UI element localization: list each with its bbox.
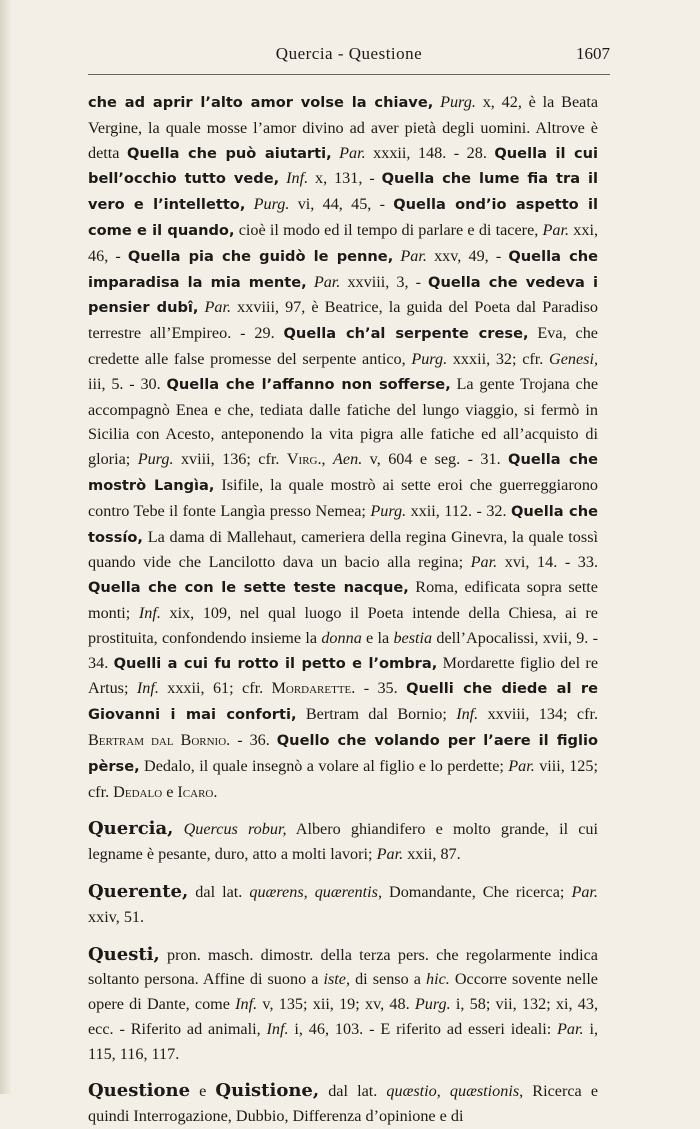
citation: Purg. <box>137 450 174 469</box>
citation: Purg. <box>370 501 407 520</box>
entry-questione: Questione e Quistione, dal lat. quæstio, quæstionis, Ricerca e quindi Interrogazione, Dubbio, Differenza d’opinione e di <box>88 1080 598 1126</box>
subentry-phrase: Quella che mostrò Langìa, <box>88 451 598 494</box>
cross-reference: Icaro. <box>177 782 218 801</box>
italic-term: hic. <box>425 970 450 989</box>
citation: Aen. <box>333 450 363 469</box>
subentry-phrase: Quelli a cui fu rotto il petto e l’ombra, <box>113 654 438 672</box>
continued-entry-quella: che ad aprir l’alto amor volse la chiave, Purg. x, 42, è la Beata Vergine, la quale mosse l’amor divino ad aver pietà degli uomini. Altrove è detta Quella che può aiutarti, Par. xxxii, 148. - 28. Quella il cui bell’occhio tutto vede, Inf. x, 131, - Quella che lume fia tra il vero e l’intelletto, Purg. vi, 44, 45, - Quella ond’io aspetto il come e il quando, cioè il modo ed il tempo di parlare e di tacere, Par. xxi, 46, - Quella pia che guidò le penne, Par. xxv, 49, - Quella che imparadisa la mia mente, Par. xxviii, 3, - Quella che vedeva i pensier dubî, Par. xxviii, 97, è Beatrice, la guida del Poeta dal Paradiso terrestre all’Empireo. - 29. Quella ch’al serpente crese, Eva, che credette alle false promesse del serpente antico, Purg. xxxii, 32; cfr. Genesi, iii, 5. - 30. Quella che l’affanno non sofferse, La gente Trojana che accompagnò Enea e che, tediata dalle fatiche del lungo viaggio, si fermò in Sicilia con Acesto, anteponendo la vita pigra alle fatiche ed all’acquisto di gloria; Purg. xviii, 136; cfr. Virg., Aen. v, 604 e seg. - 31. Quella che mostrò Langìa, Isifile, la quale mostrò ai sette eroi che guerreggiarono contro Tebe il fonte Langìa presso Nemea; Purg. xxii, 112. - 32. Quella che tossío, La dama di Mallehaut, cameriera della regina Ginevra, la quale tossì quando vide che Lancilotto dava un bacio alla regina; Par. xvi, 14. - 33. Quella che con le sette teste nacque, Roma, edificata sopra sette monti; Inf. xix, 109, nel qual luogo il Poeta intende della Chiesa, ai re prostituita, confondendo insieme la donna e la bestia dell’Apocalissi, xvii, 9. - 34. Quelli a cui fu rotto il petto e l’ombra, Mordarette figlio del re Artus; Inf. xxxii, 61; cfr. Mordarette. - 35. Quelli che diede al re Giovanni i mai conforti, Bertram dal Bornio; Inf. xxviii, 134; cfr. Bertram dal Bornio. - 36. Quello che volando per l’aere il figlio pèrse, Dedalo, il quale insegnò a volare al figlio e lo perdette; Par. viii, 125; cfr. Dedalo e Icaro. <box>88 93 599 801</box>
subentry-phrase: Quelli che diede al re Giovanni i mai conforti, <box>88 680 598 724</box>
citation: Par. <box>557 1019 584 1038</box>
page-number: 1607 <box>576 44 610 63</box>
italic-term: quæstio, quæstionis, <box>386 1082 524 1101</box>
citation: Par. <box>508 756 535 775</box>
headword: Querente, <box>88 880 189 902</box>
italic-term: quærens, quærentis, <box>249 882 382 901</box>
subentry-phrase: Quella ch’al serpente crese, <box>283 325 529 343</box>
citation: Inf. <box>235 995 258 1014</box>
subentry-phrase: Quella pia che guidò le penne, <box>127 247 394 265</box>
headword: Questione <box>88 1080 191 1102</box>
citation: Par. <box>313 272 341 291</box>
author-ref: Virg., <box>286 450 326 469</box>
subentry-phrase: Quella che può aiutarti, <box>126 144 332 162</box>
citation: Par. <box>571 882 598 901</box>
citation: Par. <box>204 298 232 317</box>
italic-term: bestia <box>393 628 433 647</box>
entry-quercia: Quercia, Quercus robur, Albero ghiandifero e molto grande, il cui legname è pesante, duro, atto a molti lavori; Par. xxii, 87. <box>88 818 599 864</box>
cross-reference: Dedalo <box>113 782 163 801</box>
headword: Questi, <box>88 943 160 965</box>
headword: Quercia, <box>88 818 174 840</box>
subentry-phrase: Quella il cui bell’occhio tutto vede, <box>88 144 599 188</box>
page-gutter-shadow <box>0 0 12 1094</box>
citation: Inf. <box>456 705 479 724</box>
subentry-phrase: che ad aprir l’alto amor volse la chiave, <box>88 94 434 111</box>
subentry-phrase: Quella che vedeva i pensier dubî, <box>88 273 599 317</box>
citation: Purg. <box>411 349 448 368</box>
headword: Quistione, <box>215 1080 320 1102</box>
citation: Inf. <box>286 169 309 188</box>
subentry-phrase: Quella che lume fia tra il vero e l’intelletto, <box>88 170 599 214</box>
citation: Purg. <box>253 195 290 214</box>
cross-reference: Bertram dal Bornio. <box>88 730 231 749</box>
entry-questi: Questi, pron. masch. dimostr. della terza pers. che regolarmente indica soltanto persona. Affine di suono a iste, di senso a hic. Occorre sovente nelle opere di Dante, come Inf. v, 135; xii, 19; xv, 48. Purg. i, 58; vii, 132; xi, 43, ecc. - Riferito ad animali, Inf. i, 46, 103. - E riferito ad esseri ideali: Par. i, 115, 116, 117. <box>88 943 598 1063</box>
citation: Purg. <box>440 93 476 111</box>
subentry-phrase: Quella che con le sette teste nacque, <box>88 579 409 597</box>
citation: Par. <box>339 143 366 162</box>
subentry-phrase: Quella che l’affanno non sofferse, <box>166 375 451 393</box>
italic-term: iste, <box>323 970 351 989</box>
entry-querente: Querente, dal lat. quærens, quærentis, Domandante, Che ricerca; Par. xxiv, 51. <box>88 880 598 926</box>
header-rule <box>88 74 610 75</box>
citation: Par. <box>470 553 498 572</box>
subentry-phrase: Quella che imparadisa la mia mente, <box>88 247 599 291</box>
citation: Par. <box>542 220 570 239</box>
cross-reference: Mordarette. <box>271 679 356 698</box>
citation: Genesi, <box>549 349 598 368</box>
citation: Inf. <box>266 1019 289 1038</box>
subentry-phrase: Quello che volando per l’aere il figlio pèrse, <box>88 731 598 775</box>
subentry-phrase: Quella che tossío, <box>88 502 598 546</box>
italic-term: donna <box>321 628 362 647</box>
citation: Inf. <box>138 603 161 622</box>
citation: Par. <box>400 246 427 265</box>
citation: Inf. <box>136 679 159 698</box>
header-title: Quercia - Questione <box>275 44 423 63</box>
page-body <box>88 90 598 1129</box>
italic-term: Quercus robur, <box>183 820 287 839</box>
citation: Purg. <box>414 995 451 1014</box>
citation: Par. <box>376 845 404 864</box>
running-header <box>88 44 610 74</box>
subentry-phrase: Quella ond’io aspetto il come e il quando, <box>88 196 598 239</box>
